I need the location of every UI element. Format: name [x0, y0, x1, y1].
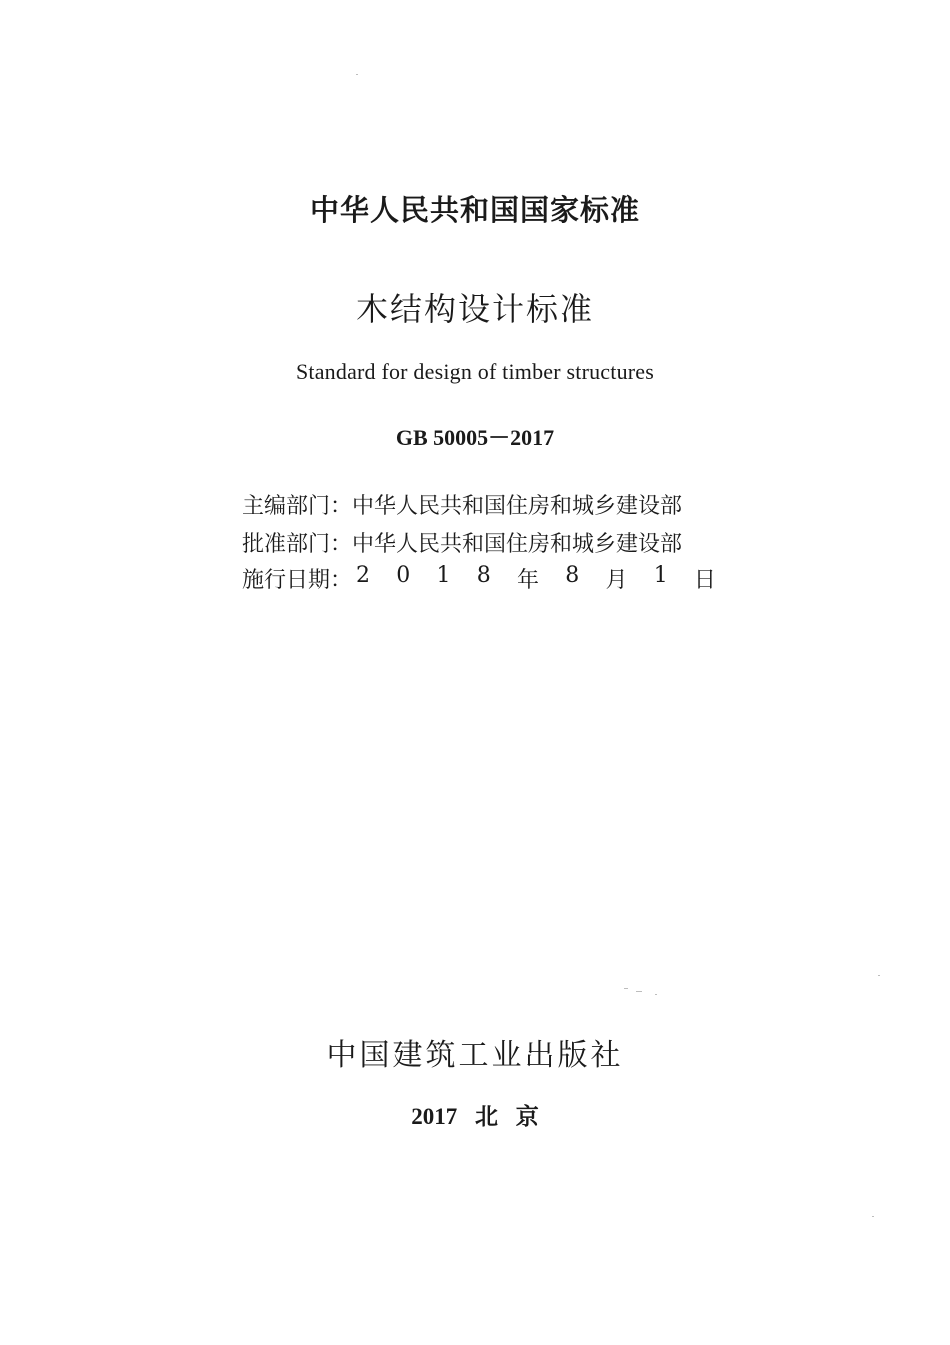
editor-row	[242, 489, 762, 520]
scan-speck	[872, 1216, 874, 1217]
scan-speck	[655, 994, 657, 995]
editor-value: 中华人民共和国住房和城乡建设部	[352, 494, 683, 519]
scan-speck	[624, 988, 628, 989]
date-part: 2	[356, 563, 371, 588]
date-part: 8	[565, 563, 580, 588]
approver-label: 批准部门：	[242, 532, 353, 557]
standard-title-en: Standard for design of timber structures	[295, 359, 655, 384]
scan-speck	[356, 74, 358, 75]
date-part: 0	[396, 563, 411, 588]
publisher-name: 中国建筑工业出版社	[326, 1038, 624, 1073]
approver-value: 中华人民共和国住房和城乡建设部	[352, 532, 683, 557]
approver-row	[242, 527, 762, 558]
date-value	[352, 563, 716, 594]
date-part: 8	[476, 563, 491, 588]
standard-title-cn: 木结构设计标准	[355, 290, 594, 328]
standard-code: GB 50005－2017	[395, 425, 555, 450]
scan-speck	[878, 975, 880, 976]
date-part: 日	[693, 568, 716, 593]
date-label: 施行日期：	[242, 568, 353, 593]
editor-label: 主编部门：	[242, 494, 353, 519]
date-part: 月	[605, 568, 628, 593]
scan-speck	[636, 991, 642, 992]
date-part: 1	[436, 563, 451, 588]
date-row	[242, 563, 762, 594]
date-part: 1	[653, 563, 668, 588]
date-part: 年	[516, 568, 539, 593]
publisher-place: 2017 北 京	[411, 1104, 539, 1129]
series-title: 中华人民共和国国家标准	[309, 193, 640, 227]
